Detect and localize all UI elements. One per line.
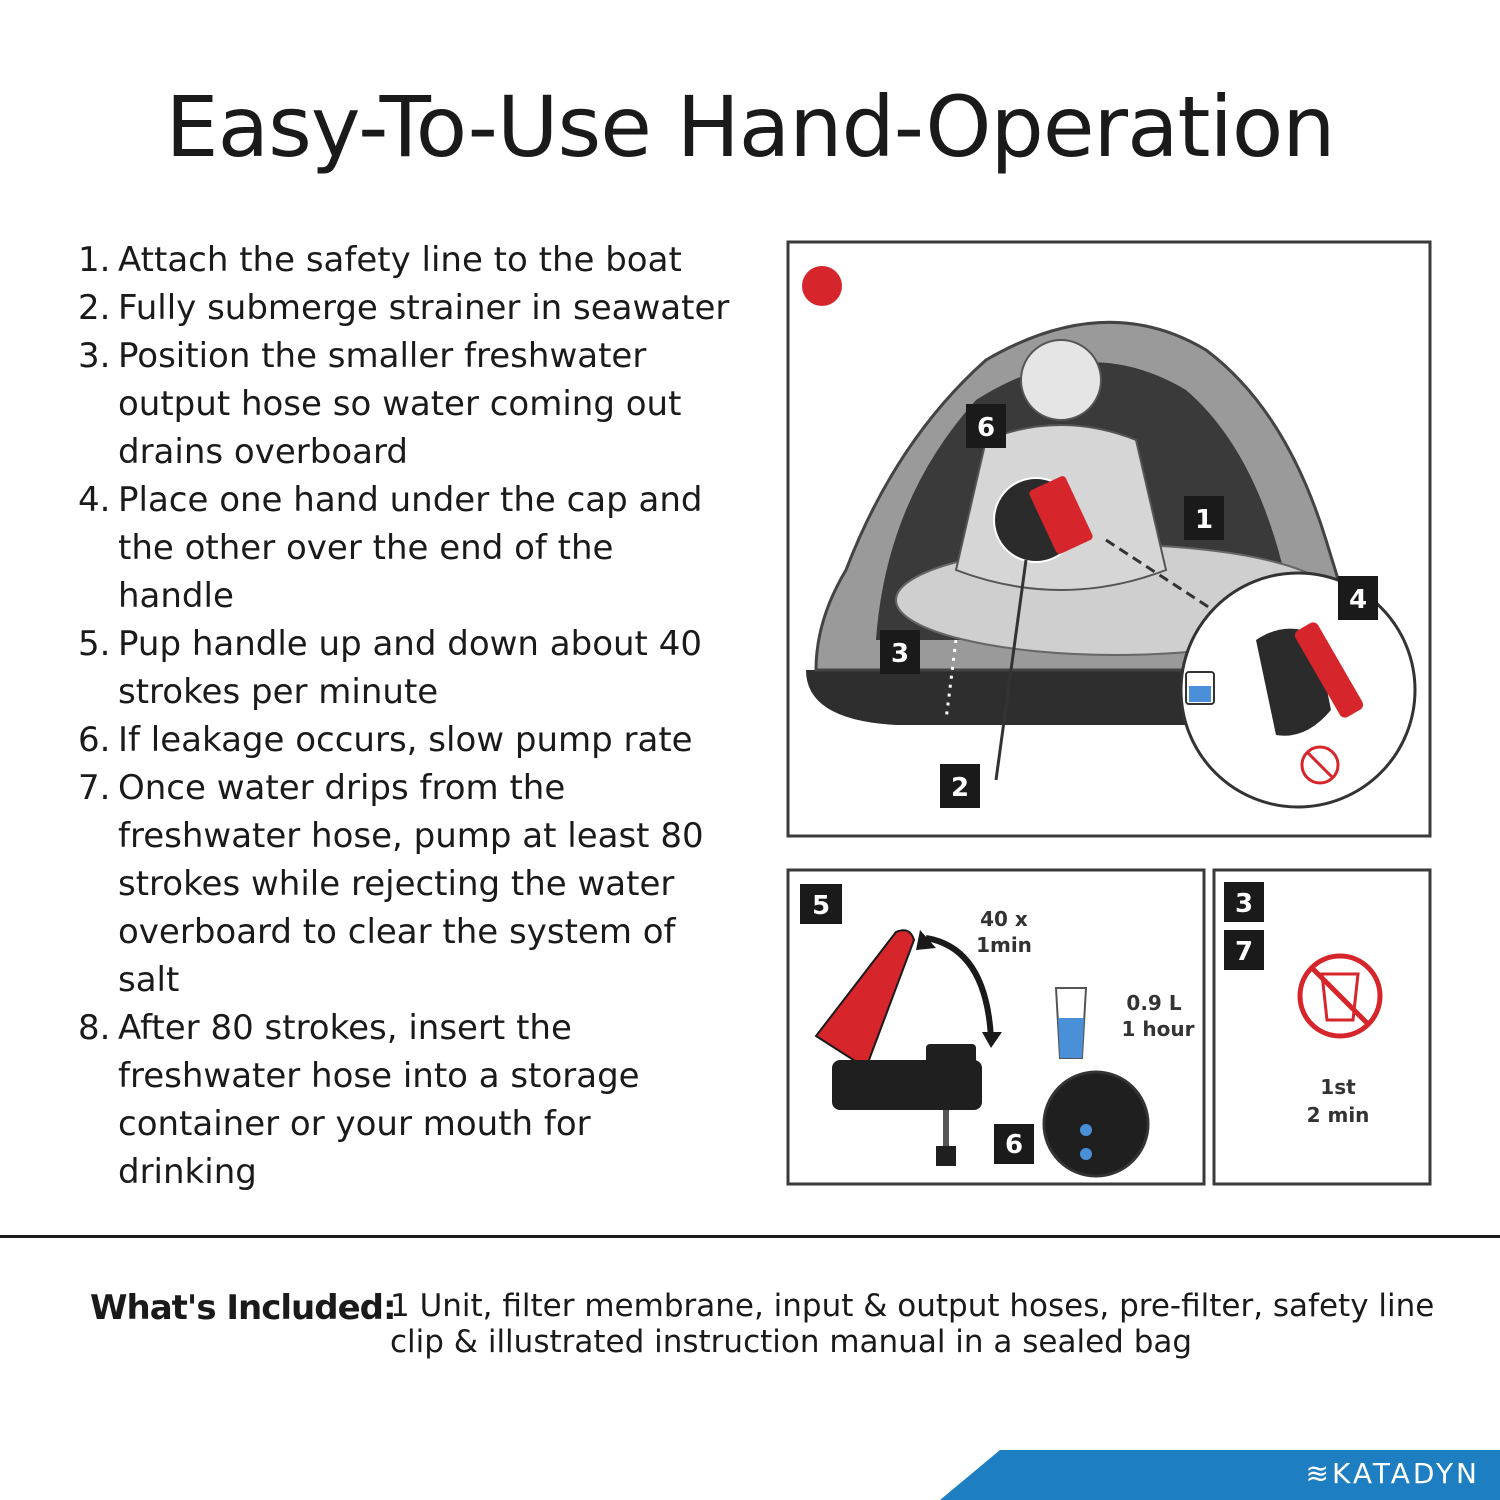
instruction-steps <box>78 236 738 1196</box>
step-number: 6. <box>78 720 111 760</box>
main-illustration <box>786 240 1432 838</box>
badge-1-label: 1 <box>1194 505 1214 535</box>
step-number: 8. <box>78 1008 111 1048</box>
brand-logo: ≋KATADYN <box>1305 1457 1480 1490</box>
badge-6-label: 6 <box>1004 1130 1024 1160</box>
step-text: Once water drips from the freshwater hose, pump at least 80 strokes while rejecting the water overboard to clear the system of salt <box>118 768 704 1000</box>
rate-line1: 40 x <box>980 907 1028 931</box>
person-head-icon <box>1021 340 1101 420</box>
drip-icon <box>1080 1124 1092 1136</box>
water-icon <box>1189 686 1211 702</box>
drip-icon <box>1080 1148 1092 1160</box>
badge-3-label: 3 <box>1234 889 1254 919</box>
step-text: Attach the safety line to the boat <box>118 240 682 280</box>
step-item <box>78 332 738 476</box>
badge-6-label: 6 <box>976 413 996 443</box>
brand-banner <box>940 1450 1500 1500</box>
included-text: 1 Unit, filter membrane, input & output hoses, pre-filter, safety line clip & illustrated instruction manual in a sealed bag <box>390 1288 1435 1360</box>
rate-line2: 1min <box>976 933 1032 957</box>
output-line1: 0.9 L <box>1126 991 1182 1015</box>
step-item <box>78 764 738 1004</box>
step-text: Pup handle up and down about 40 strokes per minute <box>118 624 702 712</box>
time-line2: 2 min <box>1306 1103 1370 1127</box>
pump-cap-icon <box>926 1044 976 1072</box>
drip-detail-circle <box>1044 1072 1148 1176</box>
badge-7-label: 7 <box>1234 937 1254 967</box>
page-title: Easy-To-Use Hand-Operation <box>165 78 1335 176</box>
step-item <box>78 476 738 620</box>
step-number: 4. <box>78 480 111 520</box>
section-divider <box>0 1235 1500 1238</box>
time-line1: 1st <box>1320 1075 1356 1099</box>
step-item <box>78 236 738 284</box>
step-number: 2. <box>78 288 111 328</box>
strainer-icon <box>936 1146 956 1166</box>
output-line2: 1 hour <box>1121 1017 1195 1041</box>
reject-illustration <box>1212 868 1432 1186</box>
step-text: After 80 strokes, insert the freshwater hose into a storage container or your mouth for drinking <box>118 1008 640 1192</box>
step-item <box>78 716 738 764</box>
step-number: 1. <box>78 240 111 280</box>
red-dot-icon <box>802 266 842 306</box>
step-item <box>78 620 738 716</box>
step-number: 5. <box>78 624 111 664</box>
included-label: What's Included: <box>90 1288 396 1328</box>
step-number: 3. <box>78 336 111 376</box>
step-item <box>78 1004 738 1196</box>
step-number: 7. <box>78 768 111 808</box>
step-text: If leakage occurs, slow pump rate <box>118 720 693 760</box>
pump-illustration <box>786 868 1206 1186</box>
step-item <box>78 284 738 332</box>
step-text: Fully submerge strainer in seawater <box>118 288 730 328</box>
step-text: Position the smaller freshwater output hose so water coming out drains overboard <box>118 336 682 472</box>
badge-2-label: 2 <box>950 773 970 803</box>
badge-3-label: 3 <box>890 639 910 669</box>
badge-4-label: 4 <box>1348 585 1368 615</box>
step-text: Place one hand under the cap and the other over the end of the handle <box>118 480 703 616</box>
badge-5-label: 5 <box>811 891 831 921</box>
water-icon <box>1058 1018 1084 1058</box>
